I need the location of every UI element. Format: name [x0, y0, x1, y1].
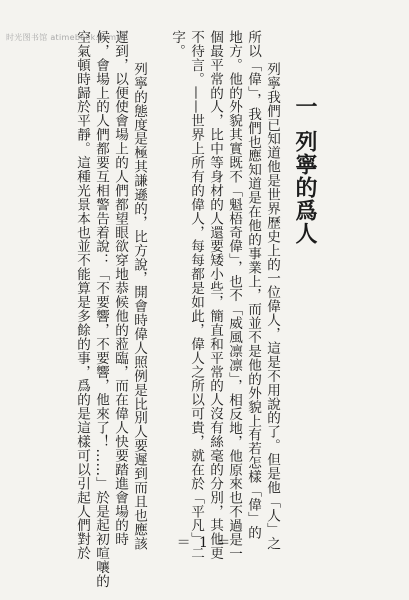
text-column: 個最平常的人，比中等身材的人還要矮小些，簡直和平常的人沒有絲毫的分別，其他更 [207, 30, 223, 561]
page-number: ＝ 1 ＝ [176, 535, 233, 551]
text-column: 列寧我們已知道他是世界歷史上的一位偉人，這是不用說的了。但是他「人」之 [264, 62, 280, 551]
text-column: 字。 [169, 30, 185, 58]
text-column: 所以「偉」，我們也應知道是在他的事業上，而並不是他的外貌上有若怎樣「偉」的 [245, 30, 261, 540]
text-column: 遲到，以便使會場上的人們都望眼欲穿地恭候他的蒞臨，而在偉人快要踏進會場的時 [112, 30, 128, 547]
chapter-heading [292, 95, 318, 245]
text-column: 地方。他的外貌其實既不「魁梧奇偉」，也不「威風凛凛」，相反地，他原來也不過是一 [226, 30, 242, 561]
text-column: 不待言。——世界上所有的偉人，每每都是如此，偉人之所以可貴，就在於「平凡」二 [188, 30, 204, 561]
chapter-number: 一 [292, 95, 318, 118]
watermark: 时光图书馆 atimebook.com [6, 33, 117, 42]
text-column: 列寧的態度是極其謙遜的，比方說，開會時偉人照例是比別人要遲到而且也應該 [131, 62, 147, 551]
text-column: 候，會場上的人們都要互相警告着說：「不要響，不要響，他來了！……」於是起初喧嚷的 [93, 30, 109, 588]
text-column: 空氣頓時歸於平靜。這種光景本也並不能算是多餘的事，爲的是這樣可以引起人們對於 [74, 30, 90, 561]
chapter-title: 列寧的爲人 [292, 130, 318, 245]
